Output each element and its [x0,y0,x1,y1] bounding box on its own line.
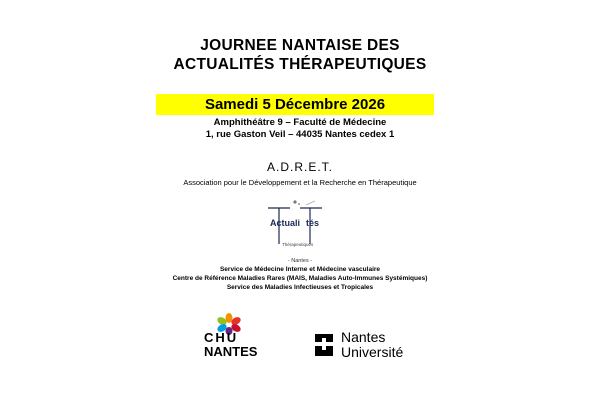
nantes-label: NANTES [204,344,258,359]
service-line-1: Service de Médecine Interne et Médecine vasculaire [219,266,381,273]
chu-label: CHU [204,330,239,345]
logo-word-part-1: Actuali [270,218,301,228]
city-label: - Nantes - [287,258,313,264]
venue-line-1: Amphithéâtre 9 – Faculté de Médecine [213,117,387,128]
title-line-2: ACTUALITÉS THÉRAPEUTIQUES [173,56,427,73]
service-line-3: Service des Maladies Infectieuses et Tropicales [226,284,374,291]
nantes-universite-logo [313,330,423,362]
chu-nantes-logo [204,313,284,363]
logo-subtitle: Thérapeutiques [282,242,314,247]
event-venue [0,117,600,141]
actualites-logo [266,198,326,253]
title-line-1: JOURNEE NANTAISE DES [200,37,400,54]
association-acronym: A.D.R.E.T. [266,160,333,174]
nu-symbol-icon [313,332,335,358]
association-name: Association pour le Développement et la Recherche en Thérapeutique [183,178,417,187]
univ-line-1: Nantes [341,329,386,345]
univ-line-2: Université [341,344,404,360]
venue-line-2: 1, rue Gaston Veil – 44035 Nantes cedex 1 [205,129,395,140]
page-title [0,36,600,74]
event-date: Samedi 5 Décembre 2026 [204,96,386,113]
logo-word-part-2: tés [306,218,320,228]
logo-word [270,218,319,228]
services-list [0,265,600,292]
service-line-2: Centre de Référence Maladies Rares (MAIS, Maladies Auto-Immunes Systémiques) [172,275,428,282]
